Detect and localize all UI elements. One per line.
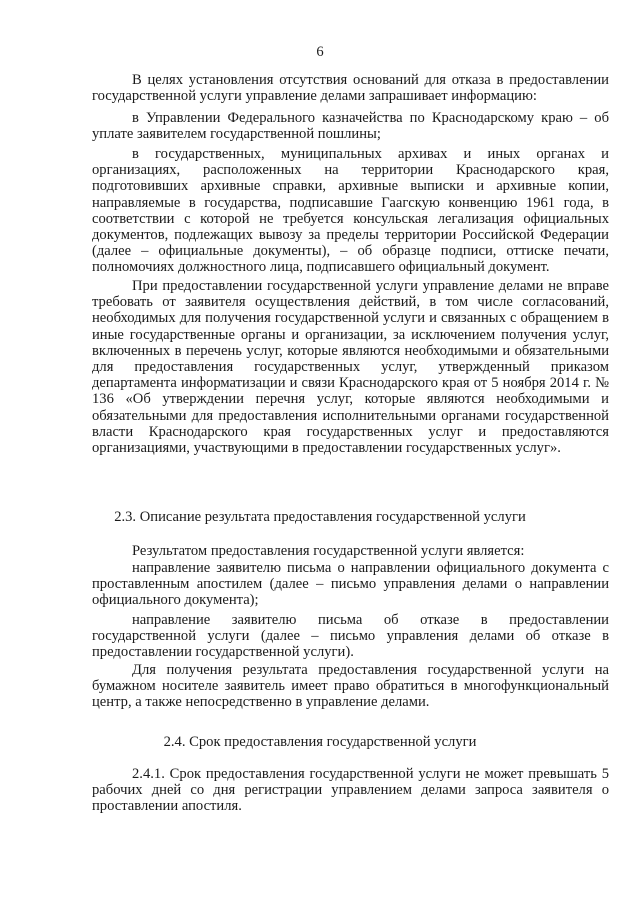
paragraph-archives: в государственных, муниципальных архивах и иных органах и организациях, расположенных на территории Краснодарского края, подготовивших архивные справки, архивные выписки и архивные копии, направляемые в государства, подписавшие Гаагскую конвенцию 1961 года, в соответствии с которой не требуется консульская легализация официальных документов, подлежащих вывозу за пределы территории Российской Федерации (далее – официальные документы), – об образце подписи, оттиске печати, полномочиях должностного лица, подписавшего официальный документ. bbox=[92, 146, 609, 276]
paragraph-request-info: В целях установления отсутствия оснований для отказа в предоставлении государственной услуги управление делами запрашивает информацию: bbox=[92, 72, 609, 105]
paragraph-not-entitled: При предоставлении государственной услуги управление делами не вправе требовать от заявителя осуществления действий, в том числе согласований, необходимых для получения государственной услуги и связанных с обращением в иные государственные органы и организации, за исключением получения услуг, включенных в перечень услуг, которые являются необходимыми и обязательными для предоставления государственных услуг, утвержденный приказом департамента информатизации и связи Краснодарского края от 5 ноября 2014 г. № 136 «Об утверждении перечня услуг, которые являются необходимыми и обязательными для предоставления исполнительными органами государственной власти Краснодарского края государственных услуг и предоставляются организациями, участвующими в предоставлении государственных услуг». bbox=[92, 278, 609, 457]
paragraph-result-letter-refusal: направление заявителю письма об отказе в предоставлении государственной услуги (далее – письмо управления делами об отказе в предоставлении государственной услуги). bbox=[92, 612, 609, 661]
paragraph-term-2-4-1: 2.4.1. Срок предоставления государственной услуги не может превышать 5 рабочих дней со дня регистрации управлением делами запроса заявителя о проставлении апостиля. bbox=[92, 766, 609, 815]
paragraph-result-letter-document: направление заявителю письма о направлении официального документа с проставленным апостилем (далее – письмо управления делами о направлении официального документа); bbox=[92, 560, 609, 609]
section-heading-2-4: 2.4. Срок предоставления государственной услуги bbox=[163, 734, 477, 750]
page-number: 6 bbox=[316, 44, 324, 60]
section-heading-2-3: 2.3. Описание результата предоставления государственной услуги bbox=[114, 509, 526, 525]
paragraph-treasury: в Управлении Федерального казначейства по Краснодарскому краю – об уплате заявителем государственной пошлины; bbox=[92, 110, 609, 143]
paragraph-result-is: Результатом предоставления государственной услуги является: bbox=[132, 543, 525, 559]
paragraph-paper-result: Для получения результата предоставления государственной услуги на бумажном носителе заявитель имеет право обратиться в многофункциональный центр, а также непосредственно в управление делами. bbox=[92, 662, 609, 711]
